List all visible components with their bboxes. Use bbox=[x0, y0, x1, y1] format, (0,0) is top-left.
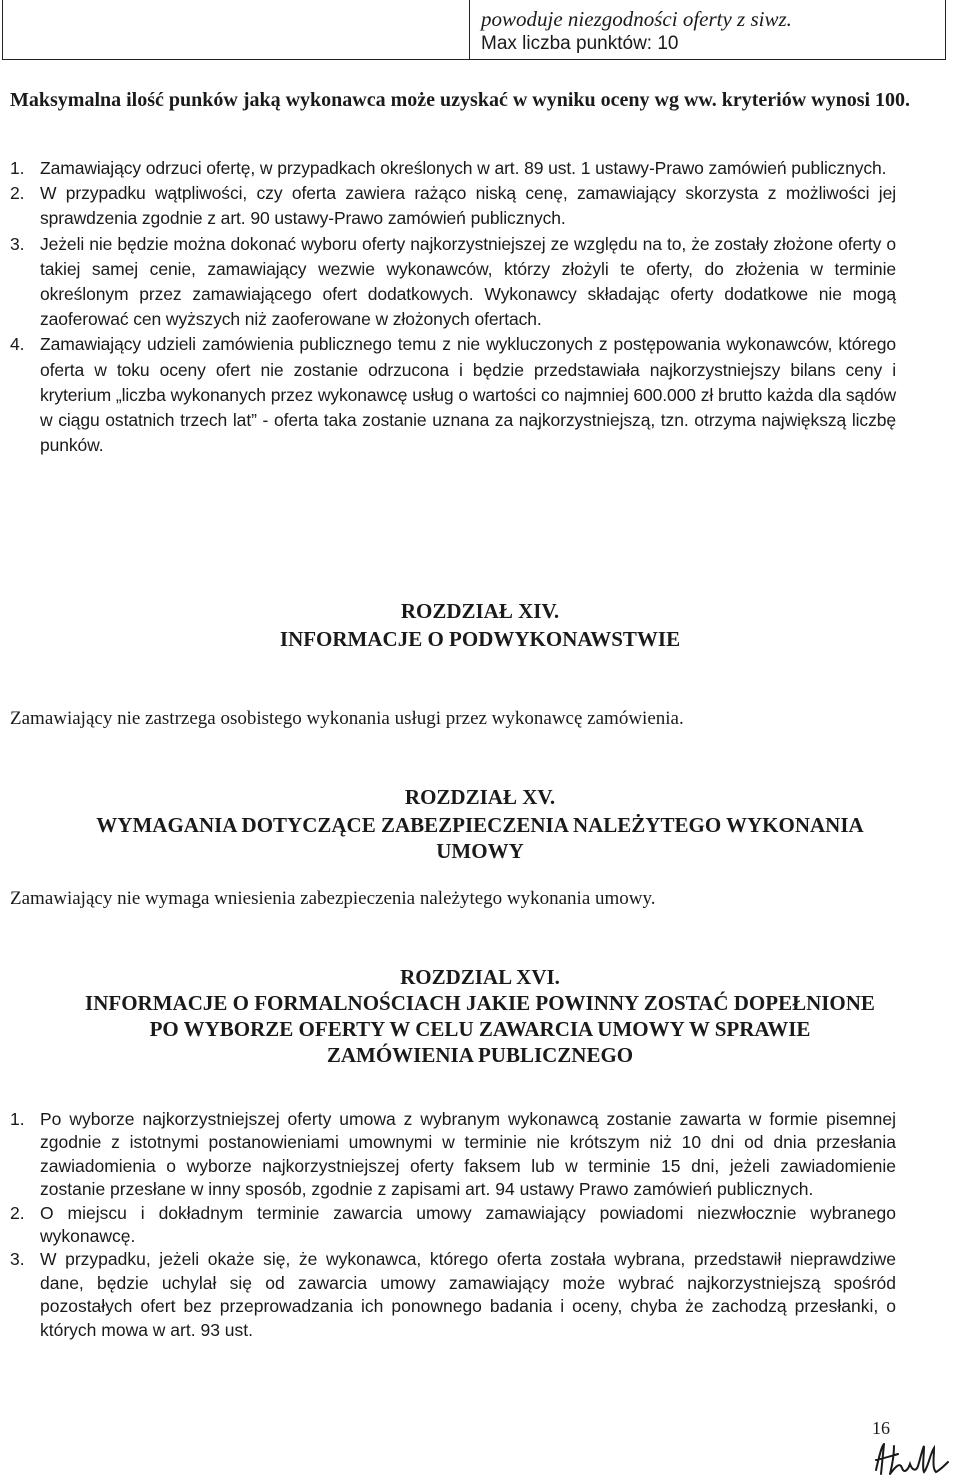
handwritten-signature bbox=[872, 1440, 952, 1478]
chapter-xv-number: ROZDZIAŁ XV. bbox=[404, 785, 556, 809]
chapter-xvi-number: ROZDZIAL XVI. bbox=[400, 965, 560, 989]
list-item bbox=[10, 181, 896, 231]
list-item bbox=[10, 1202, 896, 1249]
list-item bbox=[10, 156, 896, 181]
chapter-xiv-number: ROZDZIAŁ XIV. bbox=[400, 599, 560, 623]
list-item bbox=[10, 1248, 896, 1342]
max-points: Max liczba punktów: 10 bbox=[481, 33, 679, 54]
chapter-xiv-title: INFORMACJE O PODWYKONAWSTWIE bbox=[279, 627, 681, 651]
header-table-cell bbox=[481, 6, 941, 56]
chapter-xv-title: WYMAGANIA DOTYCZĄCE ZABEZPIECZENIA NALEŻYTEGO WYKONANIA bbox=[96, 813, 864, 837]
item-number: 2. bbox=[10, 1202, 25, 1223]
list-item bbox=[10, 332, 896, 458]
item-number: 2. bbox=[10, 183, 25, 204]
criterion-note: powoduje niezgodności oferty z siwz. bbox=[481, 7, 792, 31]
contract-formalities-list bbox=[10, 1108, 896, 1342]
chapter-xvi-title-cont: PO WYBORZE OFERTY W CELU ZAWARCIA UMOWY W SPRAWIE bbox=[149, 1017, 811, 1041]
item-text: W przypadku, jeżeli okaże się, że wykonawca, którego oferta została wybrana, przedstawił nieprawdziwe dane, będzie uchylał się od zawarcia umowy zamawiający może wybrać najkorzystniejszą spośród pozostałych ofert bez przeprowadzania ich ponownego badania i oceny, chyba że zachodzą przesłanki, o których mowa w art. 93 ust. bbox=[40, 1249, 896, 1340]
item-number: 1. bbox=[10, 1109, 25, 1129]
item-text: Jeżeli nie będzie można dokonać wyboru oferty najkorzystniejszej ze względu na to, że zostały złożone oferty o takiej samej cenie, zamawiający wezwie wykonawców, którzy złożyli te oferty, do złożenia w terminie określonym przez zamawiającego ofert dodatkowych. Wykonawcy składając oferty dodatkowe nie mogą zaoferować cen wyższych niż zaoferowane w złożonych ofertach. bbox=[40, 233, 896, 330]
item-number: 3. bbox=[10, 233, 25, 254]
chapter-xvi-title-cont2: ZAMÓWIENIA PUBLICZNEGO bbox=[326, 1043, 634, 1067]
list-item bbox=[10, 232, 896, 333]
item-text: Po wyborze najkorzystniejszej oferty umowa z wybranym wykonawcą zostanie zawarta w formie pisemnej zgodnie z istotnymi postanowieniami umownymi w terminie nie krótszym niż 10 dni od dnia przesłania zawiadomienia o wyborze najkorzystniejszej oferty faksem lub w terminie 15 dni, jeżeli zawiadomienie zostanie przesłane w inny sposób, zgodnie z zapisami art. 94 ustawy Prawo zamówień publicznych. bbox=[40, 1109, 896, 1200]
evaluation-rules-list bbox=[10, 156, 896, 458]
item-number: 3. bbox=[10, 1249, 25, 1270]
item-number: 4. bbox=[10, 334, 25, 355]
chapter-xvi-title: INFORMACJE O FORMALNOŚCIACH JAKIE POWINNY ZOSTAĆ DOPEŁNIONE bbox=[85, 991, 875, 1015]
table-divider bbox=[469, 0, 470, 60]
page-number: 16 bbox=[872, 1418, 890, 1438]
item-text: O miejscu i dokładnym terminie zawarcia umowy zamawiający powiadomi niezwłocznie wybranego wykonawcę. bbox=[40, 1202, 896, 1247]
chapter-xv-text: Zamawiający nie wymaga wniesienia zabezpieczenia należytego wykonania umowy. bbox=[10, 888, 656, 909]
chapter-xv-title-cont: UMOWY bbox=[436, 839, 524, 863]
item-text: Zamawiający udzieli zamówienia publicznego temu z nie wykluczonych z postępowania wykonawców, którego oferta w toku oceny ofert nie zostanie odrzucona i będzie przedstawiała najkorzystniejszy bilans ceny i kryterium „liczba wykonanych przez wykonawcę usług o wartości co najmniej 600.000 zł brutto każda dla sądów w ciągu ostatnich trzech lat” - oferta taka zostanie uznana za najkorzystniejszą, tzn. otrzyma największą liczbę punków. bbox=[40, 334, 896, 456]
header-table bbox=[2, 0, 946, 60]
item-number: 1. bbox=[10, 158, 25, 178]
chapter-xiv-text: Zamawiający nie zastrzega osobistego wykonania usługi przez wykonawcę zamówienia. bbox=[10, 708, 684, 729]
item-text: Zamawiający odrzuci ofertę, w przypadkach określonych w art. 89 ust. 1 ustawy-Prawo zamówień publicznych. bbox=[40, 158, 887, 178]
item-text: W przypadku wątpliwości, czy oferta zawiera rażąco niską cenę, zamawiający skorzysta z możliwości jej sprawdzenia zgodnie z art. 90 ustawy-Prawo zamówień publicznych. bbox=[40, 183, 896, 229]
list-item bbox=[10, 1108, 896, 1202]
max-points-summary: Maksymalna ilość punków jaką wykonawca może uzyskać w wyniku oceny wg ww. kryteriów wynosi 100. bbox=[10, 89, 911, 111]
